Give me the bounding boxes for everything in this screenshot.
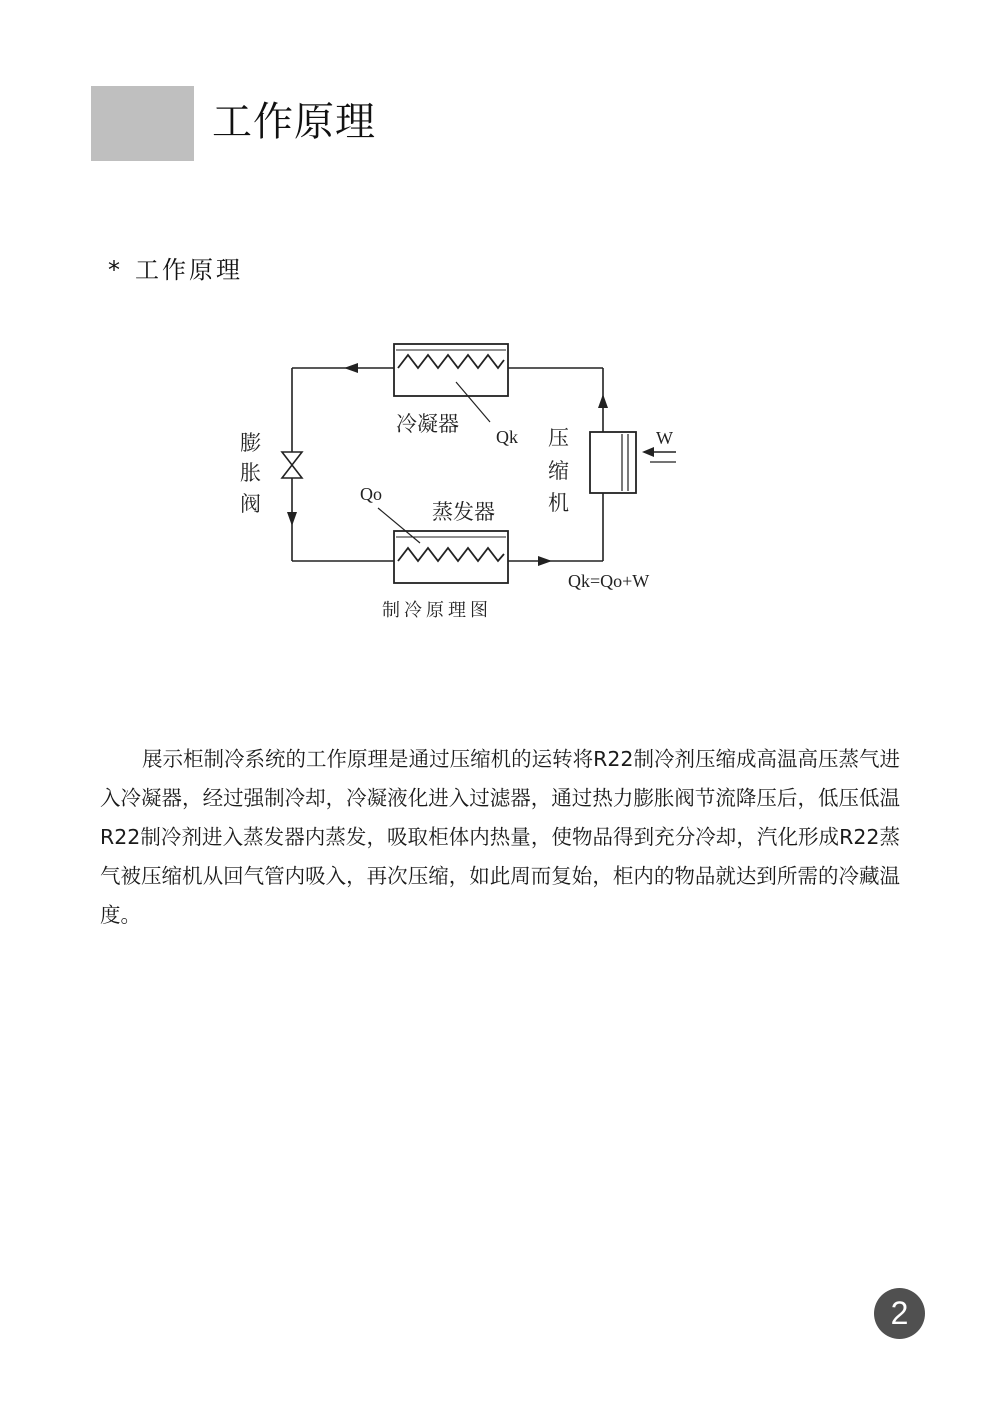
condenser-label: 冷凝器 <box>396 412 459 436</box>
valve-label-2: 胀 <box>240 461 261 485</box>
refrigeration-diagram <box>230 330 690 630</box>
qo-label: Qo <box>360 484 382 504</box>
w-label: W <box>656 428 673 448</box>
page-title: 工作原理 <box>212 99 376 145</box>
qk-label: Qk <box>496 427 518 447</box>
page-number-badge: 2 <box>874 1288 925 1339</box>
header-gray-block <box>91 86 194 161</box>
condenser <box>394 344 508 422</box>
arrow-bottom-right <box>538 556 552 566</box>
valve-label-3: 阀 <box>240 492 261 516</box>
section-heading-text: 工作原理 <box>135 256 243 284</box>
valve-label-1: 膨 <box>240 431 261 455</box>
compressor-label-1: 压 <box>548 426 569 450</box>
refrigeration-diagram-svg <box>230 330 690 630</box>
work-input-arrow <box>642 447 676 462</box>
compressor-label-2: 缩 <box>548 459 569 483</box>
arrow-top-left <box>344 363 358 373</box>
section-bullet: * <box>108 256 123 284</box>
expansion-valve <box>282 452 302 478</box>
arrow-left-down <box>287 512 297 526</box>
evaporator-label: 蒸发器 <box>432 500 495 524</box>
compressor <box>590 432 636 493</box>
equation-label: Qk=Qo+W <box>568 571 650 591</box>
arrow-right-up <box>598 394 608 408</box>
body-paragraph: 展示柜制冷系统的工作原理是通过压缩机的运转将R22制冷剂压缩成高温高压蒸气进入冷凝器，经过强制冷却，冷凝液化进入过滤器，通过热力膨胀阀节流降压后，低压低温R22制冷剂进入蒸发器内蒸发，吸取柜体内热量，使物品得到充分冷却，汽化形成R22蒸气被压缩机从回气管内吸入，再次压缩，如此周而复始，柜内的物品就达到所需的冷藏温度。 <box>100 747 900 927</box>
diagram-caption: 制冷原理图 <box>382 600 492 621</box>
section-heading <box>108 254 243 286</box>
compressor-label-3: 机 <box>548 491 569 515</box>
